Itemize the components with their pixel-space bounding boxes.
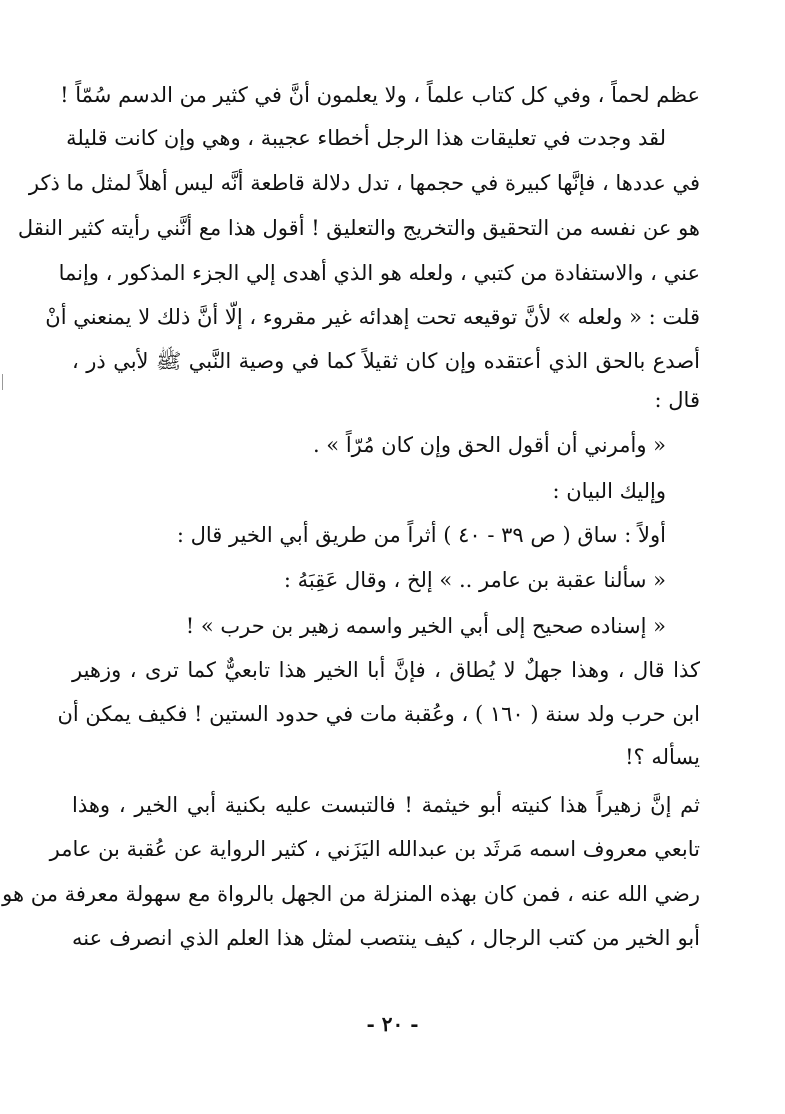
paragraph-2-line-3: يسأله ؟! xyxy=(625,745,700,769)
paragraph-1-line-1: عظم لحماً ، وفي كل كتاب علماً ، ولا يعلمون أنَّ في كثير من الدسم سُمّاً ! xyxy=(60,83,700,107)
paragraph-3-line-2: تابعي معروف اسمه مَرثَد بن عبدالله اليَزَني ، كثير الرواية عن عُقبة بن عامر xyxy=(49,837,700,861)
paragraph-2-line-1: كذا قال ، وهذا جهلٌ لا يُطاق ، فإنَّ أبا الخير هذا تابعيٌّ كما ترى ، وزهير xyxy=(72,658,700,682)
statement-intro: وإليك البيان : xyxy=(552,479,666,503)
paragraph-3-line-1: ثم إنَّ زهيراً هذا كنيته أبو خيثمة ! فالتبست عليه بكنية أبي الخير ، وهذا xyxy=(72,793,700,817)
paragraph-1-line-4: هو عن نفسه من التحقيق والتخريج والتعليق ! أقول هذا مع أنَّني رأيته كثير النقل xyxy=(17,216,700,240)
scan-edge-mark xyxy=(2,374,3,390)
paragraph-1-line-2: لقد وجدت في تعليقات هذا الرجل أخطاء عجيبة ، وهي وإن كانت قليلة xyxy=(66,126,666,150)
page-number: - ٢٠ - xyxy=(366,1012,419,1036)
paragraph-3-line-3: رضي الله عنه ، فمن كان بهذه المنزلة من الجهل بالرواة مع سهولة معرفة من هو xyxy=(2,882,700,906)
paragraph-1-line-8: قال : xyxy=(654,388,700,412)
quote-hadith: « وأمرني أن أقول الحق وإن كان مُرّاً » . xyxy=(312,433,666,457)
quote-authentication: « إسناده صحيح إلى أبي الخير واسمه زهير بن حرب » ! xyxy=(185,614,666,638)
paragraph-1-line-5: عني ، والاستفادة من كتبي ، ولعله هو الذي أهدى إلي الجزء المذكور ، وإنما xyxy=(58,261,700,285)
paragraph-1-line-6: قلت : « ولعله » لأنَّ توقيعه تحت إهدائه غير مقروء ، إلّا أنَّ ذلك لا يمنعني أنْ xyxy=(45,305,700,329)
paragraph-2-line-2: ابن حرب ولد سنة ( ١٦٠ ) ، وعُقبة مات في حدود الستين ! فكيف يمكن أن xyxy=(57,702,700,726)
first-point: أولاً : ساق ( ص ٣٩ - ٤٠ ) أثراً من طريق أبي الخير قال : xyxy=(176,523,666,547)
quote-isnad: « سألنا عقبة بن عامر .. » إلخ ، وقال عَقِبَهُ : xyxy=(283,568,666,592)
paragraph-1-line-3: في عددها ، فإنَّها كبيرة في حجمها ، تدل دلالة قاطعة أنَّه ليس أهلاً لمثل ما ذكر xyxy=(28,171,700,195)
paragraph-1-line-7: أصدع بالحق الذي أعتقده وإن كان ثقيلاً كما في وصية النَّبي ﷺ لأبي ذر ، xyxy=(72,349,700,373)
paragraph-3-line-4: أبو الخير من كتب الرجال ، كيف ينتصب لمثل هذا العلم الذي انصرف عنه xyxy=(72,926,700,950)
